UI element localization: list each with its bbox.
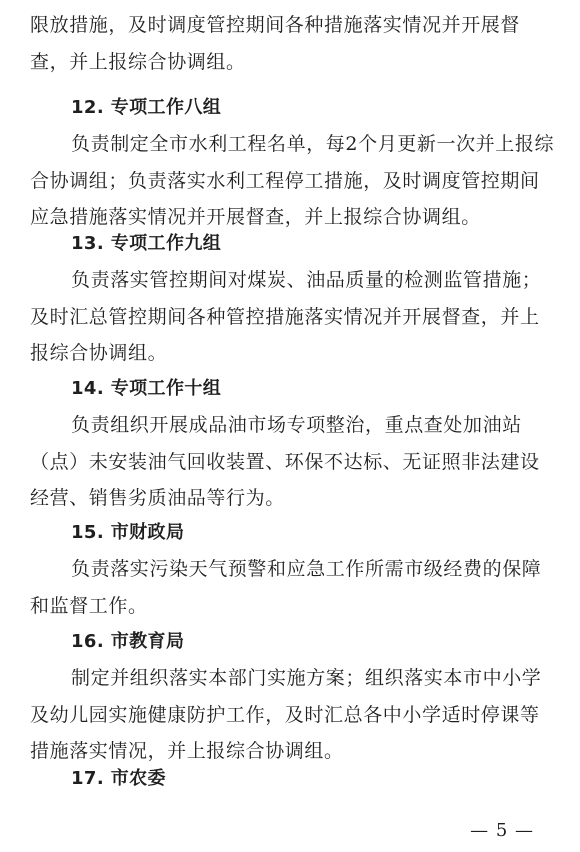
paragraph-13: 负责落实管控期间对煤炭、油品质量的检测监管措施；及时汇总管控期间各种管控措施落实情况并开展督查，并上报综合协调组。	[30, 269, 542, 364]
section-heading-13: 13. 专项工作九组	[71, 233, 222, 254]
paragraph-15: 负责落实污染天气预警和应急工作所需市级经费的保障和监督工作。	[30, 558, 542, 617]
section-heading-15: 15. 市财政局	[71, 522, 185, 543]
section-heading-17: 17. 市农委	[71, 768, 166, 789]
page-number: — 5 —	[470, 820, 534, 841]
paragraph-continued: 限放措施，及时调度管控期间各种措施落实情况并开展督查，并上报综合协调组。	[30, 14, 521, 73]
section-heading-14: 14. 专项工作十组	[71, 378, 222, 399]
section-heading-12: 12. 专项工作八组	[71, 97, 222, 118]
paragraph-16: 制定并组织落实本部门实施方案；组织落实本市中小学及幼儿园实施健康防护工作，及时汇总各中小学适时停课等措施落实情况，并上报综合协调组。	[30, 667, 542, 762]
paragraph-12: 负责制定全市水利工程名单，每2个月更新一次并上报综合协调组；负责落实水利工程停工措施，及时调度管控期间应急措施落实情况并开展督查，并上报综合协调组。	[30, 133, 555, 228]
paragraph-14: 负责组织开展成品油市场专项整治，重点查处加油站（点）未安装油气回收装置、环保不达标、无证照非法建设经营、销售劣质油品等行为。	[30, 414, 540, 509]
section-heading-16: 16. 市教育局	[71, 631, 185, 652]
